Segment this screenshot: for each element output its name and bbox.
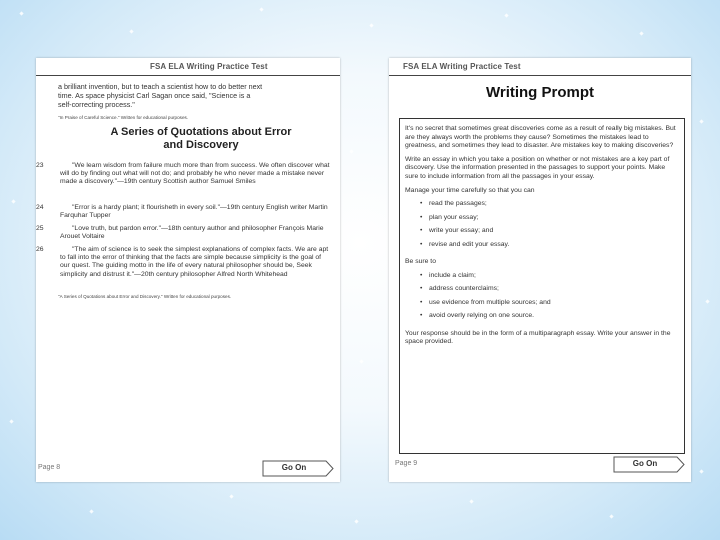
list-item: • plan your essay; xyxy=(405,214,678,228)
list-item: • write your essay; and xyxy=(405,227,678,241)
prompt-paragraph: It's no secret that sometimes great discoveries come as a result of really big mistakes. But are they always worth the problems they cause? Sometimes the mistakes lead to greatness, and sometimes they lead to disaster. Are mistakes key to making discoveries? xyxy=(405,125,676,150)
go-on-label: Go On xyxy=(632,459,658,468)
source-caption: "A Series of Quotations about Error and Discovery." Written for educational purposes. xyxy=(58,294,232,299)
intro-passage xyxy=(58,82,330,122)
test-title: FSA ELA Writing Practice Test xyxy=(150,62,268,71)
intro-line: time. As space physicist Carl Sagan once said, "Science is a xyxy=(58,91,251,100)
document-page-left xyxy=(36,58,340,482)
list-item: • read the passages; xyxy=(405,200,678,214)
document-page-right xyxy=(389,58,691,482)
line-number: 25 xyxy=(36,225,44,232)
page-number: Page 9 xyxy=(395,460,418,467)
header-divider xyxy=(36,75,340,76)
go-on-label: Go On xyxy=(281,463,307,472)
list-item: • address counterclaims; xyxy=(405,285,678,299)
page-footer xyxy=(389,458,691,482)
page-number: Page 8 xyxy=(38,464,61,471)
intro-line: a brilliant invention, but to teach a scientist how to do better next xyxy=(58,82,263,91)
prompt-box xyxy=(399,118,685,454)
prompt-paragraph: Write an essay in which you take a position on whether or not mistakes are a key part of discovery. Use the information presented in the passages to support your points. Make sure to include information from all the passages in your essay. xyxy=(405,155,670,180)
section-title xyxy=(76,126,326,152)
header-divider xyxy=(389,75,691,76)
quote-text: "We learn wisdom from failure much more than from success. We often discover what will do by finding out what will not do; and probably he who never made a mistake never made a discovery."—19th century Scottish author Samuel Smiles xyxy=(60,162,330,186)
go-on-button[interactable] xyxy=(613,456,685,473)
page-header xyxy=(389,62,691,76)
intro-line: self-correcting process." xyxy=(58,100,135,109)
line-number: 23 xyxy=(36,162,44,169)
section-title-line: and Discovery xyxy=(163,139,239,151)
section-title-line: A Series of Quotations about Error xyxy=(110,126,292,138)
list-item: • revise and edit your essay. xyxy=(405,241,678,255)
line-number: 24 xyxy=(36,204,44,211)
requirements-list xyxy=(405,272,678,326)
list-item: • use evidence from multiple sources; and xyxy=(405,299,678,313)
test-title: FSA ELA Writing Practice Test xyxy=(403,62,521,71)
list-item: • include a claim; xyxy=(405,272,678,286)
prompt-paragraph: Manage your time carefully so that you can xyxy=(405,186,535,194)
task-list xyxy=(405,200,678,254)
quote-text: "Love truth, but pardon error."—18th century author and philosopher François Marie Arouet Voltaire xyxy=(60,225,324,241)
page-footer xyxy=(36,458,340,482)
prompt-paragraph: Your response should be in the form of a multiparagraph essay. Write your answer in the space provided. xyxy=(405,329,671,346)
source-caption: "In Praise of Careful Science." Written for educational purposes. xyxy=(58,115,189,120)
prompt-paragraph: Be sure to xyxy=(405,258,436,266)
page-header xyxy=(36,62,340,76)
writing-prompt-title: Writing Prompt xyxy=(485,84,595,101)
go-on-button[interactable] xyxy=(262,460,334,477)
quote-text: "Error is a hardy plant; it flourisheth in every soil."—19th century English writer Martin Farquhar Tupper xyxy=(60,204,328,220)
line-number: 26 xyxy=(36,246,44,253)
quote-text: "The aim of science is to seek the simplest explanations of complex facts. We are apt to fall into the error of thinking that the facts are simple because simplicity is the goal of our quest. The guiding motto in the life of every natural philosopher should be, Seek simplicity and distrust it."—20th century philosopher Alfred North Whitehead xyxy=(60,246,329,278)
list-item: • avoid overly relying on one source. xyxy=(405,312,678,326)
